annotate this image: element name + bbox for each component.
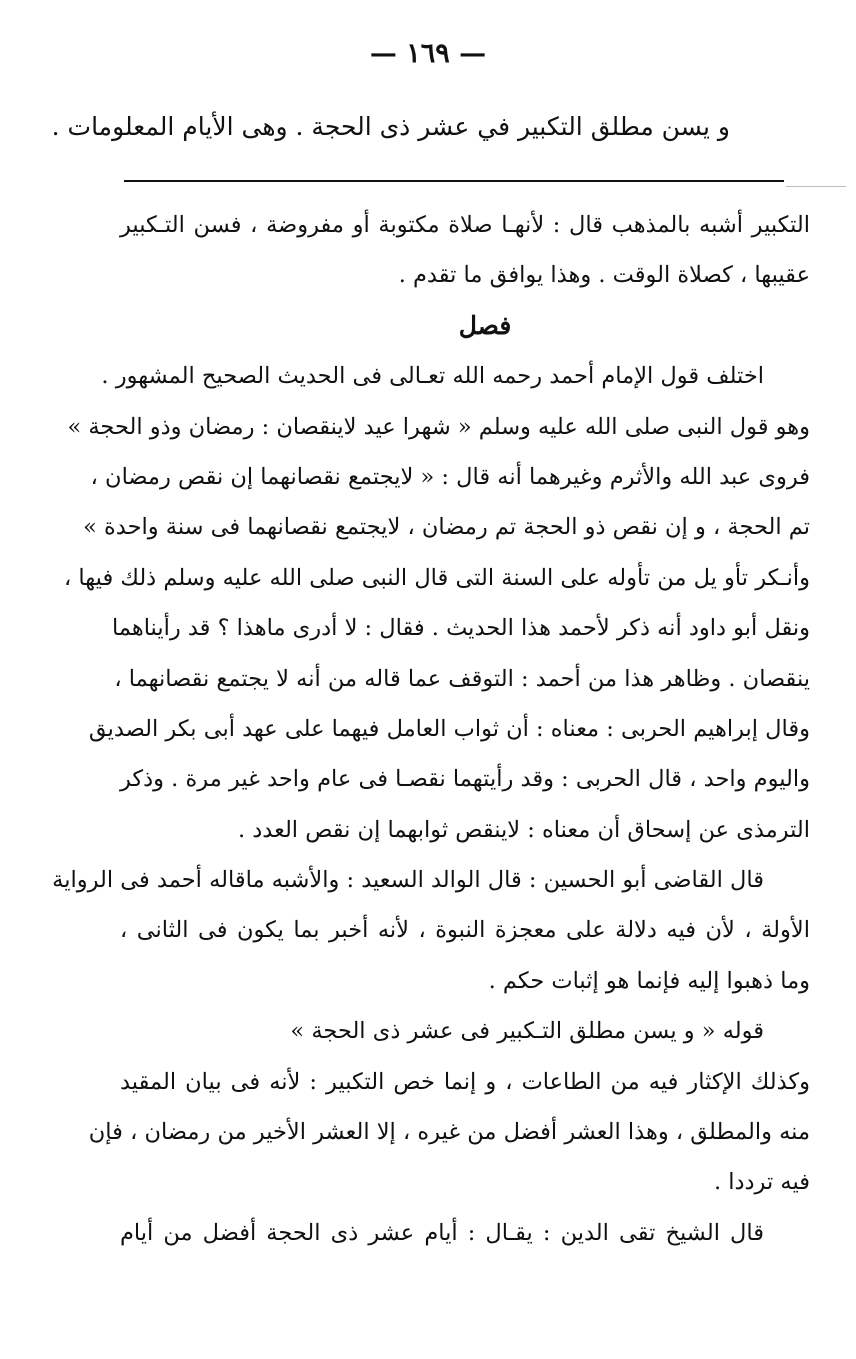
text-line: عقيبها ، كصلاة الوقت . وهذا يوافق ما تقدم . [398, 262, 810, 289]
header-rule-tail [786, 186, 846, 187]
text-line: قال القاضى أبو الحسين : قال الوالد السعيد : والأشبه ماقاله أحمد فى الرواية [52, 867, 764, 894]
header-rule [124, 180, 784, 182]
text-line: وكذلك الإكثار فيه من الطاعات ، و إنما خص التكبير : لأنه فى بيان المقيد [120, 1068, 810, 1095]
text-line: الترمذى عن إسحاق أن معناه : لاينقص ثوابهما إن نقص العدد . [237, 816, 810, 843]
text-line: التكبير أشبه بالمذهب قال : لأنهـا صلاة مكتوبة أو مفروضة ، فسن التـكبير [120, 212, 810, 238]
text-line: وقال إبراهيم الحربى : معناه : أن ثواب العامل فيهما على عهد أبى بكر الصديق [88, 715, 810, 742]
text-line: وأنـكر تأو يل من تأوله على السنة التى قال النبى صلى الله عليه وسلم ذلك فيها ، [64, 564, 810, 591]
text-line: قوله « و يسن مطلق التـكبير فى عشر ذى الحجة » [290, 1018, 764, 1045]
text-line: وما ذهبوا إليه فإنما هو إثبات حكم . [488, 967, 810, 994]
section-heading: فصل [458, 310, 512, 340]
text-line: واليوم واحد ، قال الحربى : وقد رأيتهما نقصـا فى عام واحد غير مرة . وذكر [120, 766, 810, 793]
text-line: الأولة ، لأن فيه دلالة على معجزة النبوة ، لأنه أخبر بما يكون فى الثانى ، [120, 917, 810, 944]
text-line: قال الشيخ تقى الدين : يقـال : أيام عشر ذى الحجة أفضل من أيام [120, 1219, 764, 1246]
text-line: اختلف قول الإمام أحمد رحمه الله تعـالى فى الحديث الصحيح المشهور . [101, 363, 764, 390]
matn-header-line: و يسن مطلق التكبير في عشر ذى الحجة . وهى الأيام المعلومات . [51, 112, 730, 141]
text-line: منه والمطلق ، وهذا العشر أفضل من غيره ، إلا العشر الأخير من رمضان ، فإن [88, 1119, 810, 1146]
text-line: تم الحجة ، و إن نقص ذو الحجة تم رمضان ، لايجتمع نقصانهما فى سنة واحدة » [83, 514, 810, 541]
text-line: وهو قول النبى صلى الله عليه وسلم « شهرا عيد لاينقصان : رمضان وذو الحجة » [67, 413, 810, 440]
text-line: ينقصان . وظاهر هذا من أحمد : التوقف عما قاله من أنه لا يجتمع نقصانهما ، [114, 665, 810, 692]
text-line: ونقل أبو داود أنه ذكر لأحمد هذا الحديث . فقال : لا أدرى ماهذا ؟ قد رأيناهما [111, 615, 810, 642]
text-line: فيه ترددا . [713, 1169, 810, 1196]
page-number: — ١٦٩ — [369, 38, 487, 69]
commentary-text [52, 200, 810, 1258]
text-line: فروى عبد الله والأثرم وغيرهما أنه قال : « لايجتمع نقصانهما إن نقص رمضان ، [90, 463, 810, 490]
